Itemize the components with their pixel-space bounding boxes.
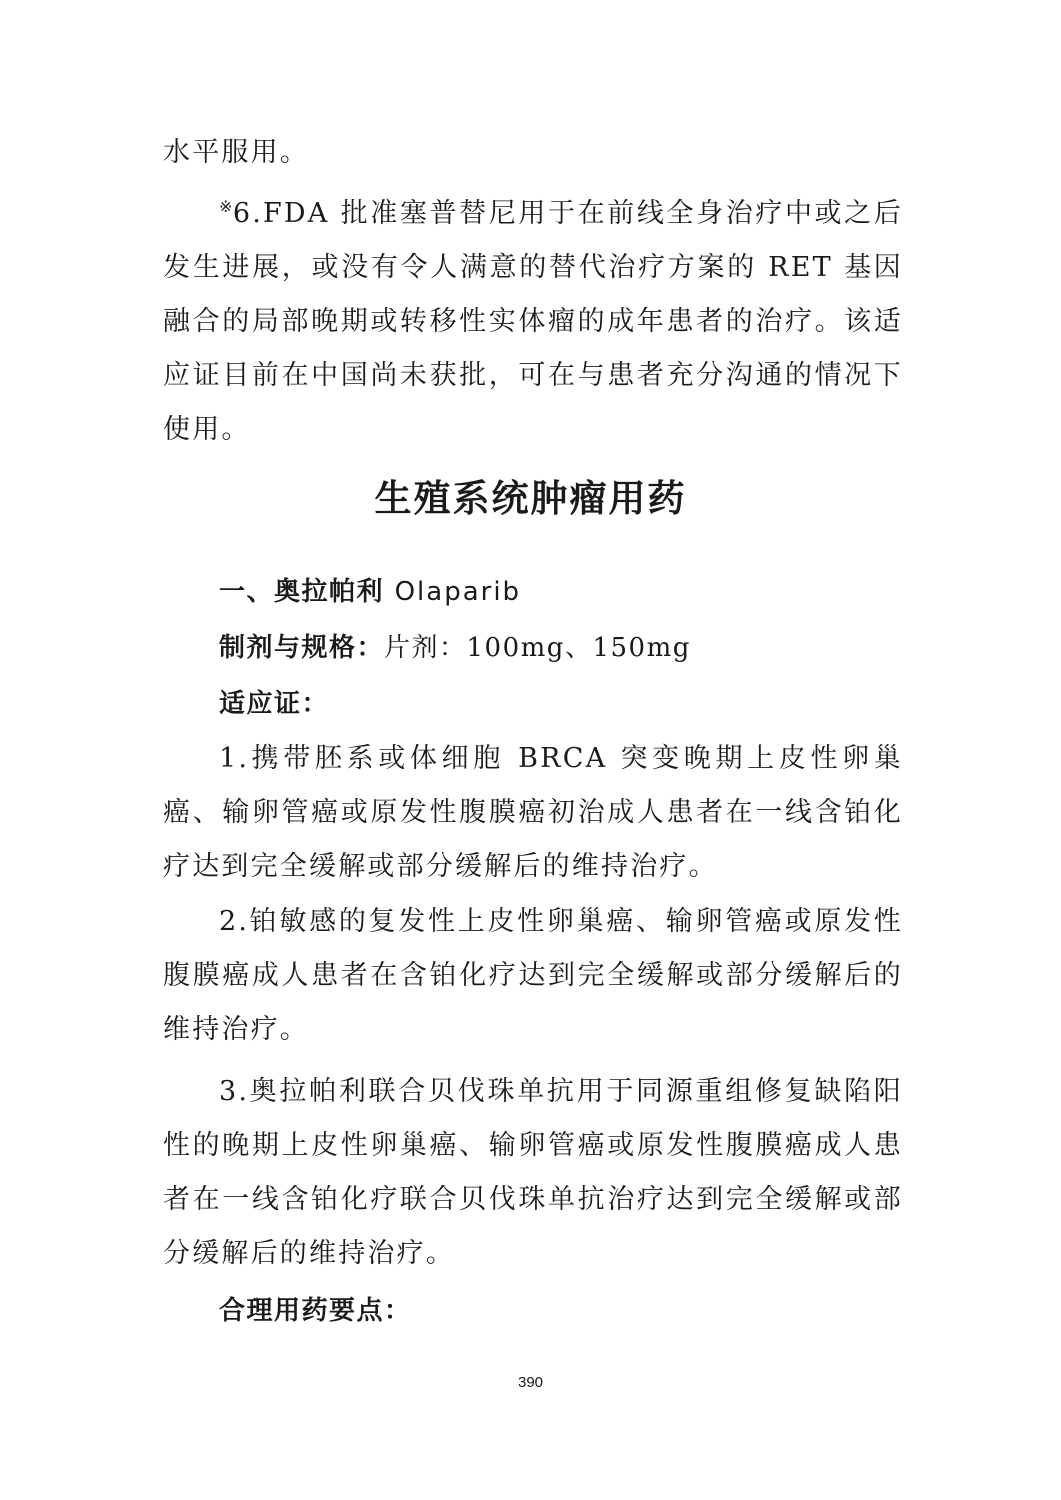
indications-label: 适应证： bbox=[219, 689, 330, 719]
indication-item: 3.奥拉帕利联合贝伐珠单抗用于同源重组修复缺陷阳性的晚期上皮性卵巢癌、输卵管癌或原发性腹膜癌成人患者在一线含铂化疗联合贝伐珠单抗治疗达到完全缓解或部分缓解后的维持治疗。 bbox=[163, 1076, 903, 1269]
continued-paragraph: 水平服用。 bbox=[163, 137, 309, 168]
indication-item: 2.铂敏感的复发性上皮性卵巢癌、输卵管癌或原发性腹膜癌成人患者在含铂化疗达到完全缓解或部分缓解后的维持治疗。 bbox=[163, 906, 903, 1045]
section-title: 生殖系统肿瘤用药 bbox=[374, 477, 687, 520]
drug-heading-en: Olaparib bbox=[394, 577, 522, 607]
spec-line bbox=[219, 628, 691, 668]
note-mark: ※ bbox=[219, 197, 233, 216]
drug-heading bbox=[219, 572, 521, 612]
drug-heading-cn: 一、奥拉帕利 bbox=[219, 577, 385, 607]
spec-label: 制剂与规格： bbox=[219, 633, 385, 663]
page-number: 390 bbox=[517, 1374, 544, 1391]
spec-value: 片剂：100mg、150mg bbox=[384, 633, 691, 663]
indication-item: 1.携带胚系或体细胞 BRCA 突变晚期上皮性卵巢癌、输卵管癌或原发性腹膜癌初治成人患者在一线含铂化疗达到完全缓解或部分缓解后的维持治疗。 bbox=[163, 743, 903, 882]
note-paragraph-6 bbox=[163, 187, 903, 457]
key-points-label: 合理用药要点： bbox=[219, 1296, 412, 1326]
note-text: 6.FDA 批准塞普替尼用于在前线全身治疗中或之后发生进展，或没有令人满意的替代治疗方案的 RET 基因融合的局部晚期或转移性实体瘤的成年患者的治疗。该适应证目前在中国尚未获批，可在与患者充分沟通的情况下使用。 bbox=[163, 198, 903, 445]
